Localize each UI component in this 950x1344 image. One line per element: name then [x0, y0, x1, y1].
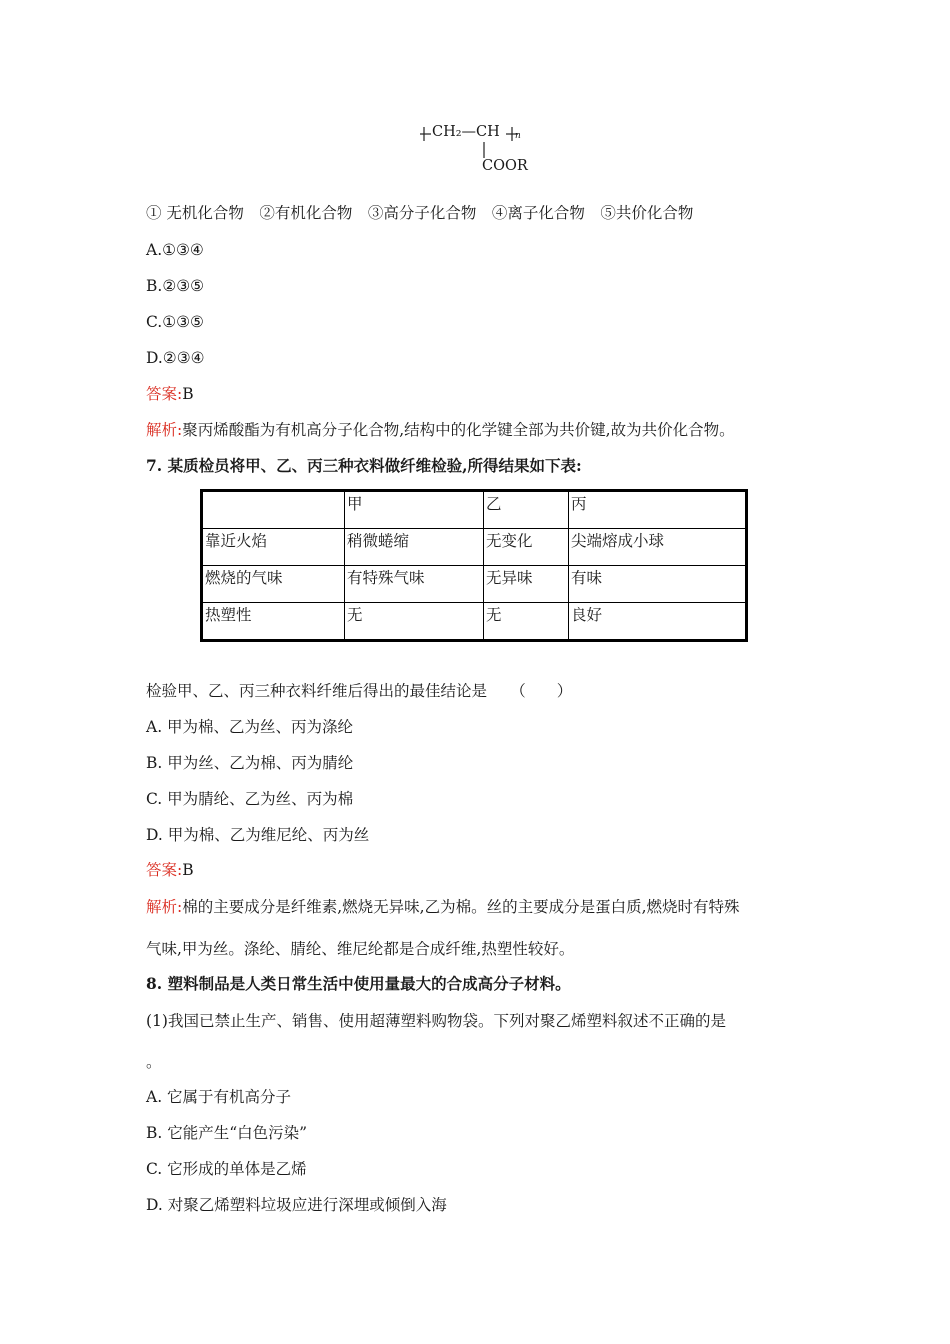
polymer-structure-formula	[418, 118, 568, 182]
formula-side-group: COOR	[482, 158, 528, 174]
table-cell: 良好	[569, 603, 747, 641]
table-cell: 有特殊气味	[345, 566, 484, 603]
table-cell	[202, 491, 345, 529]
table-header-jia: 甲	[345, 491, 484, 529]
answer-value: B	[182, 861, 194, 879]
analysis-label: 解析:	[146, 421, 183, 439]
q7-choice-b: B. 甲为丝、乙为棉、丙为腈纶	[146, 754, 354, 772]
formula-subscript-n: n	[515, 131, 521, 141]
table-row	[202, 566, 747, 603]
q6-answer	[146, 384, 194, 404]
q7-analysis-continued: 气味,甲为丝。涤纶、腈纶、维尼纶都是合成纤维,热塑性较好。	[146, 940, 575, 958]
answer-label: 答案:	[146, 861, 183, 879]
q6-choice-d: D.②③④	[146, 349, 205, 367]
q7-choice-d: D. 甲为棉、乙为维尼纶、丙为丝	[146, 826, 370, 844]
table-header-row	[202, 491, 747, 529]
q6-choice-c: C.①③⑤	[146, 313, 204, 331]
q8-sub1-period: 。	[146, 1053, 162, 1071]
q8-stem: 8. 塑料制品是人类日常生活中使用量最大的合成高分子材料。	[146, 974, 571, 993]
q8-choice-d: D. 对聚乙烯塑料垃圾应进行深埋或倾倒入海	[146, 1196, 447, 1214]
q6-analysis	[146, 420, 735, 440]
q7-stem: 7. 某质检员将甲、乙、丙三种衣料做纤维检验,所得结果如下表:	[146, 456, 582, 475]
answer-value: B	[182, 385, 194, 403]
q7-analysis	[146, 897, 740, 917]
table-cell: 无	[345, 603, 484, 641]
q8-choice-a: A. 它属于有机高分子	[146, 1088, 292, 1106]
q6-choice-a: A.①③④	[146, 241, 204, 259]
q7-answer	[146, 860, 194, 880]
q6-options-list: ① 无机化合物 ②有机化合物 ③高分子化合物 ④离子化合物 ⑤共价化合物	[146, 204, 694, 222]
table-cell: 热塑性	[202, 603, 345, 641]
table-cell: 稍微蜷缩	[345, 529, 484, 566]
q7-question: 检验甲、乙、丙三种衣料纤维后得出的最佳结论是 （ ）	[146, 682, 573, 700]
q6-choice-b: B.②③⑤	[146, 277, 205, 295]
fiber-test-table	[200, 489, 748, 642]
formula-backbone: CH₂—CH	[432, 124, 500, 140]
table-cell: 有味	[569, 566, 747, 603]
q8-choice-b: B. 它能产生“白色污染”	[146, 1124, 308, 1142]
table-row	[202, 603, 747, 641]
table-cell: 尖端熔成小球	[569, 529, 747, 566]
analysis-text: 棉的主要成分是纤维素,燃烧无异味,乙为棉。丝的主要成分是蛋白质,燃烧时有特殊	[182, 898, 740, 916]
answer-label: 答案:	[146, 385, 183, 403]
table-cell: 靠近火焰	[202, 529, 345, 566]
q7-choice-c: C. 甲为腈纶、乙为丝、丙为棉	[146, 790, 354, 808]
table-row	[202, 529, 747, 566]
analysis-label: 解析:	[146, 898, 183, 916]
q8-sub1: (1)我国已禁止生产、销售、使用超薄塑料购物袋。下列对聚乙烯塑料叙述不正确的是	[146, 1012, 726, 1030]
q7-choice-a: A. 甲为棉、乙为丝、丙为涤纶	[146, 718, 354, 736]
table-cell: 无变化	[484, 529, 569, 566]
table-header-bing: 丙	[569, 491, 747, 529]
analysis-text: 聚丙烯酸酯为有机高分子化合物,结构中的化学键全部为共价键,故为共价化合物。	[182, 421, 735, 439]
table-cell: 无	[484, 603, 569, 641]
table-header-yi: 乙	[484, 491, 569, 529]
q8-choice-c: C. 它形成的单体是乙烯	[146, 1160, 307, 1178]
table-cell: 燃烧的气味	[202, 566, 345, 603]
table-cell: 无异味	[484, 566, 569, 603]
